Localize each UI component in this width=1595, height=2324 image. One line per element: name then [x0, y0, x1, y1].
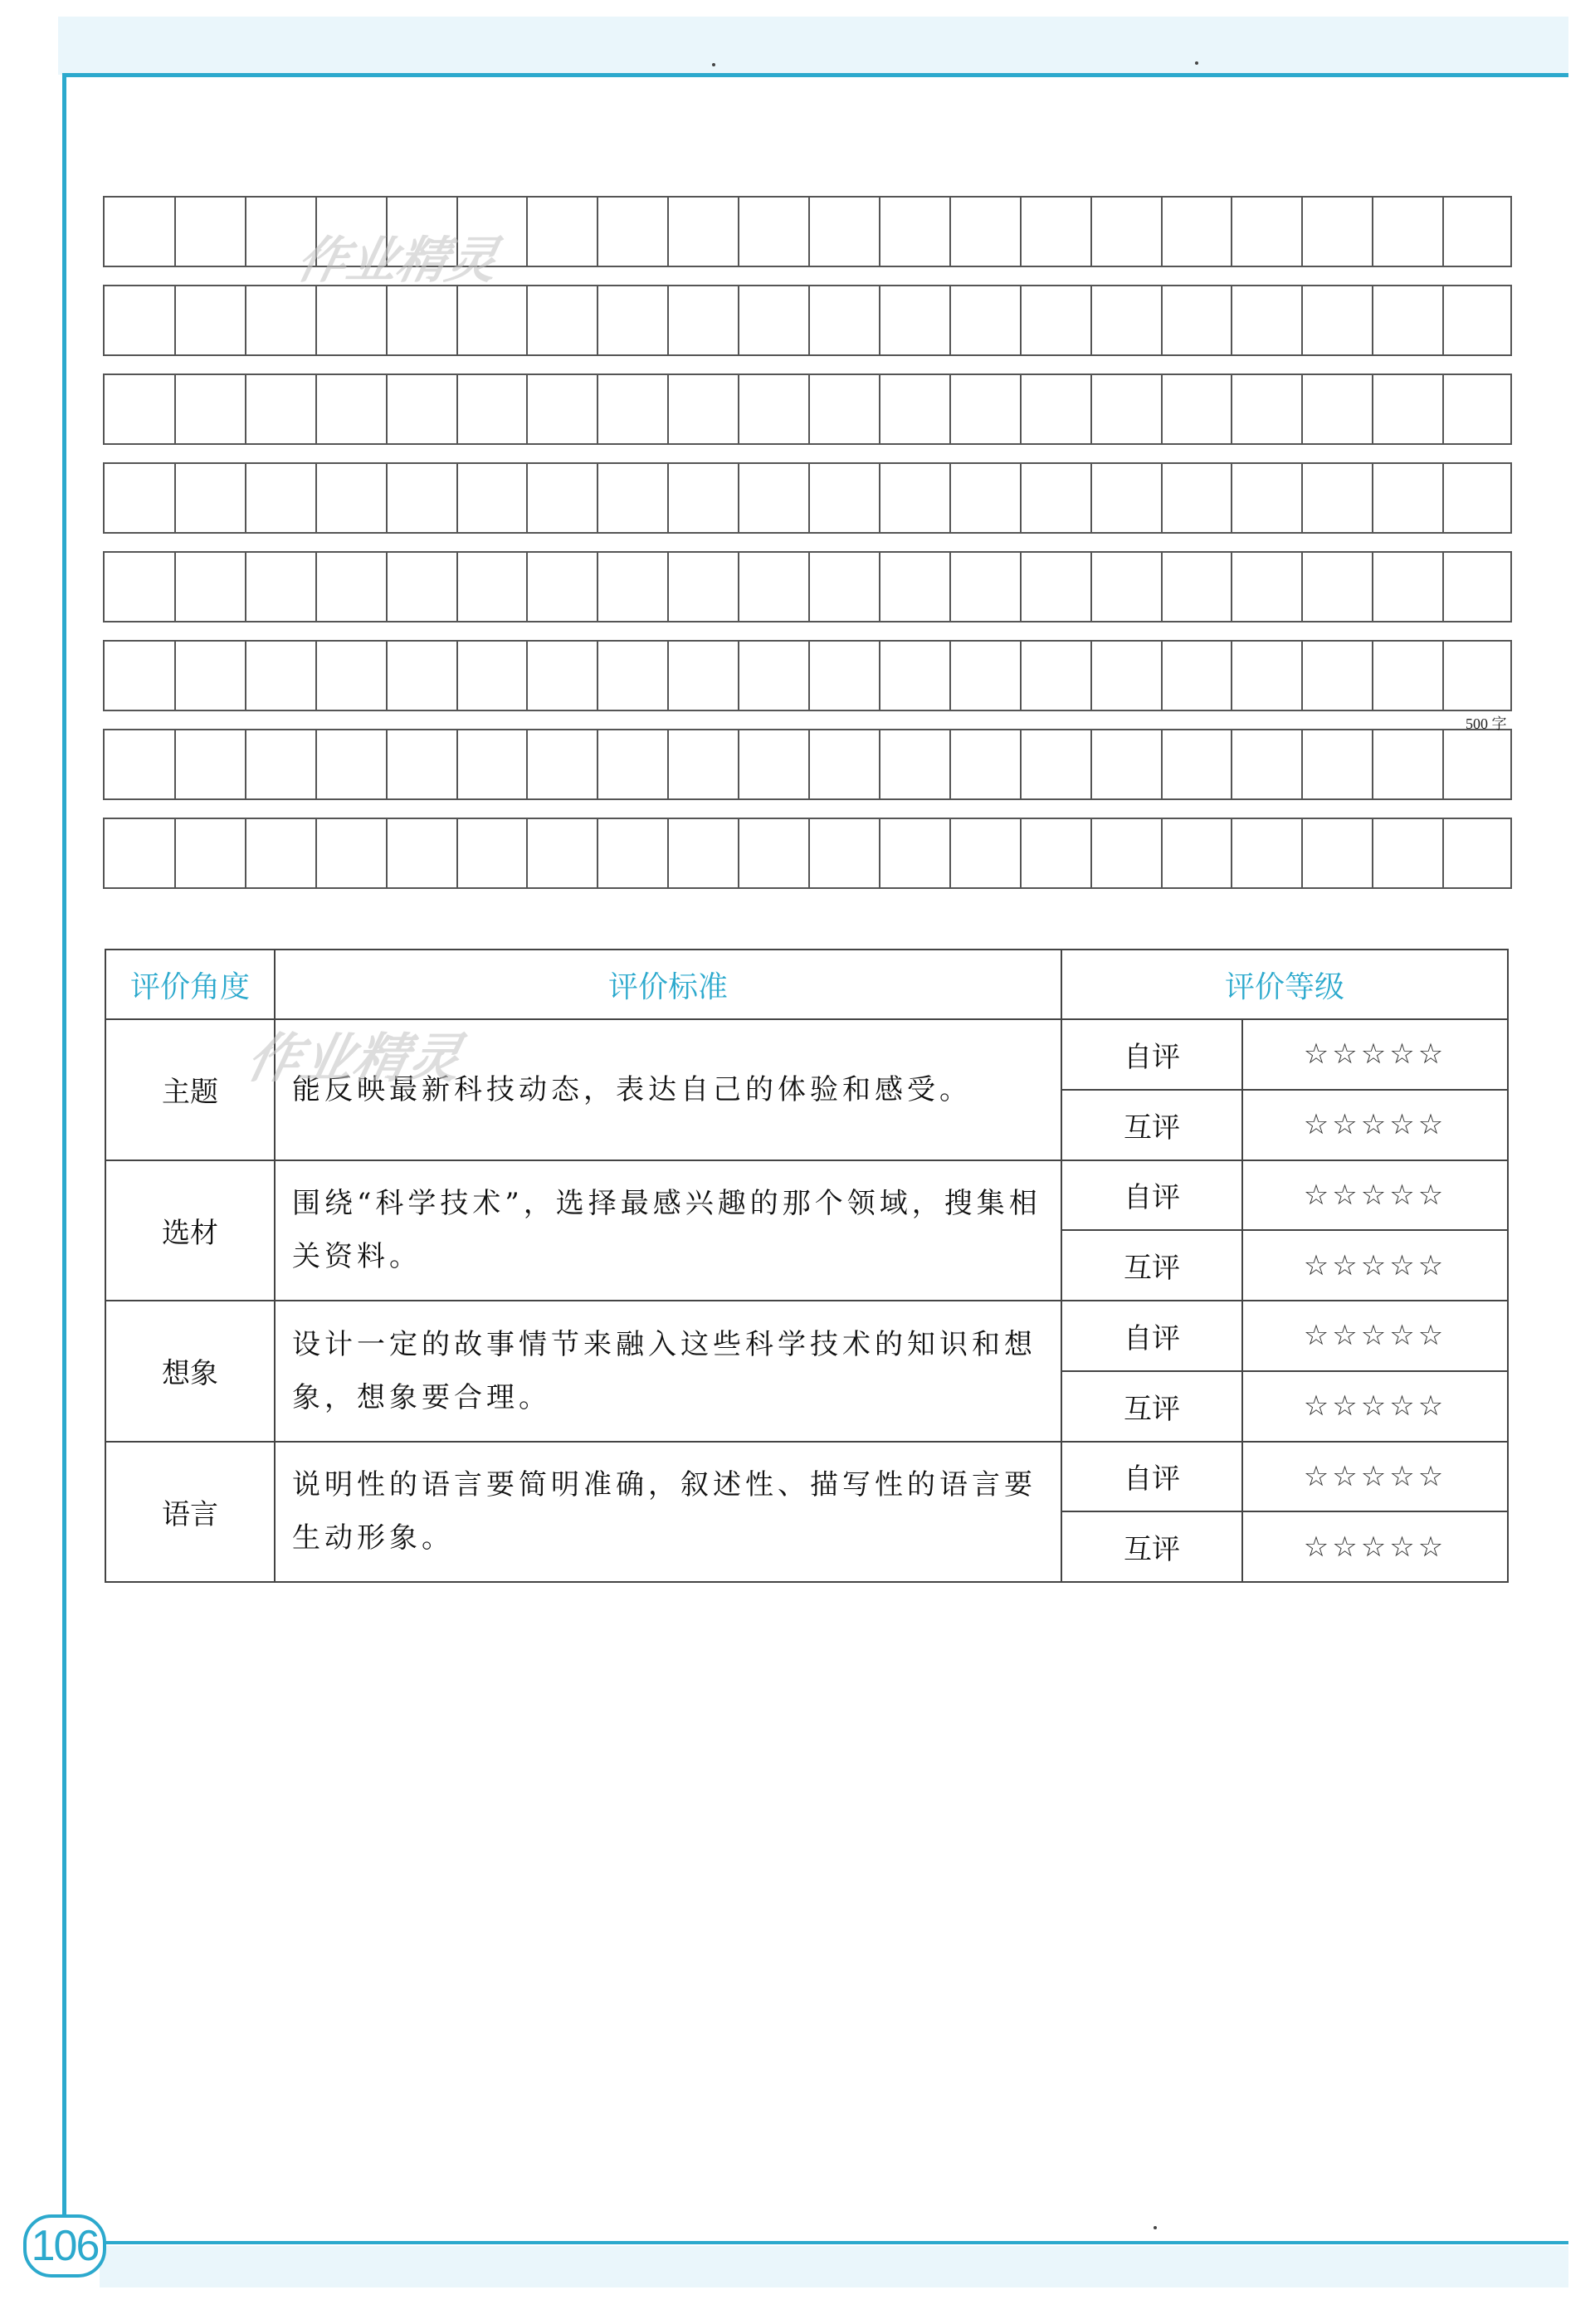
grid-cell-divider: [526, 375, 528, 443]
frame-top-line: [62, 73, 1568, 77]
grid-cell-divider: [949, 819, 951, 887]
grid-cell-divider: [667, 642, 669, 710]
table-row: [105, 1301, 1508, 1371]
grid-cell-divider: [174, 375, 176, 443]
grid-cell-divider: [456, 642, 458, 710]
aspect-cell: 主题: [105, 1019, 275, 1160]
star-rating[interactable]: ☆☆☆☆☆: [1242, 1301, 1508, 1371]
grid-cell-divider: [1161, 464, 1163, 532]
grid-cell-divider: [597, 553, 598, 621]
grid-cell-divider: [808, 464, 810, 532]
grid-cell-divider: [1372, 286, 1373, 354]
grid-cell-divider: [1301, 286, 1303, 354]
grid-cell-divider: [738, 553, 739, 621]
grid-cell-divider: [738, 198, 739, 266]
grid-cell-divider: [526, 286, 528, 354]
star-rating[interactable]: ☆☆☆☆☆: [1242, 1160, 1508, 1231]
watermark: 作业精灵: [291, 232, 504, 290]
watermark: 作业精灵: [241, 1028, 467, 1090]
grid-cell-divider: [597, 730, 598, 798]
grid-cell-divider: [386, 642, 388, 710]
grid-cell-divider: [667, 286, 669, 354]
grid-cell-divider: [667, 375, 669, 443]
rating-kind: 互评: [1061, 1511, 1242, 1582]
grid-cell-divider: [808, 198, 810, 266]
grid-cell-divider: [174, 642, 176, 710]
grid-cell-divider: [738, 730, 739, 798]
grid-cell-divider: [526, 730, 528, 798]
grid-cell-divider: [1161, 286, 1163, 354]
grid-cell-divider: [1442, 286, 1444, 354]
grid-cell-divider: [1161, 198, 1163, 266]
grid-cell-divider: [1372, 730, 1373, 798]
page-number: 106: [23, 2214, 106, 2278]
scan-dot: [1154, 2226, 1157, 2229]
grid-row[interactable]: [103, 462, 1512, 534]
star-rating[interactable]: ☆☆☆☆☆: [1242, 1090, 1508, 1160]
grid-cell-divider: [667, 198, 669, 266]
grid-cell-divider: [386, 819, 388, 887]
frame-left-line: [62, 73, 66, 2216]
grid-cell-divider: [456, 730, 458, 798]
grid-cell-divider: [1231, 730, 1232, 798]
star-rating[interactable]: ☆☆☆☆☆: [1242, 1511, 1508, 1582]
grid-cell-divider: [526, 198, 528, 266]
grid-cell-divider: [1301, 553, 1303, 621]
grid-cell-divider: [879, 464, 880, 532]
grid-cell-divider: [1020, 730, 1022, 798]
table-row: [105, 1442, 1508, 1512]
grid-cell-divider: [1442, 198, 1444, 266]
grid-cell-divider: [1090, 642, 1092, 710]
grid-cell-divider: [1231, 642, 1232, 710]
grid-cell-divider: [245, 198, 246, 266]
header-aspect: 评价角度: [105, 950, 275, 1019]
grid-cell-divider: [949, 553, 951, 621]
grid-cell-divider: [245, 730, 246, 798]
grid-cell-divider: [174, 286, 176, 354]
grid-cell-divider: [1161, 642, 1163, 710]
rating-kind: 自评: [1061, 1442, 1242, 1512]
star-rating[interactable]: ☆☆☆☆☆: [1242, 1371, 1508, 1442]
grid-cell-divider: [1020, 286, 1022, 354]
grid-cell-divider: [174, 198, 176, 266]
grid-cell-divider: [1020, 642, 1022, 710]
grid-cell-divider: [1090, 730, 1092, 798]
grid-cell-divider: [1020, 819, 1022, 887]
rating-kind: 自评: [1061, 1160, 1242, 1231]
grid-cell-divider: [245, 819, 246, 887]
grid-cell-divider: [1090, 553, 1092, 621]
star-rating[interactable]: ☆☆☆☆☆: [1242, 1019, 1508, 1090]
grid-cell-divider: [1090, 375, 1092, 443]
grid-cell-divider: [1020, 375, 1022, 443]
grid-cell-divider: [667, 819, 669, 887]
grid-cell-divider: [1090, 464, 1092, 532]
grid-cell-divider: [526, 464, 528, 532]
grid-cell-divider: [597, 819, 598, 887]
grid-cell-divider: [1442, 375, 1444, 443]
grid-cell-divider: [245, 464, 246, 532]
grid-cell-divider: [245, 642, 246, 710]
grid-cell-divider: [879, 819, 880, 887]
grid-cell-divider: [808, 553, 810, 621]
grid-cell-divider: [879, 553, 880, 621]
grid-cell-divider: [174, 464, 176, 532]
grid-cell-divider: [1442, 553, 1444, 621]
grid-row[interactable]: [103, 640, 1512, 711]
grid-cell-divider: [949, 642, 951, 710]
grid-cell-divider: [1090, 819, 1092, 887]
header-rating: 评价等级: [1061, 950, 1508, 1019]
grid-cell-divider: [1442, 464, 1444, 532]
grid-cell-divider: [949, 286, 951, 354]
rating-kind: 互评: [1061, 1230, 1242, 1301]
grid-cell-divider: [456, 375, 458, 443]
grid-cell-divider: [738, 375, 739, 443]
grid-cell-divider: [597, 642, 598, 710]
grid-cell-divider: [879, 375, 880, 443]
grid-cell-divider: [1372, 642, 1373, 710]
top-band: [58, 17, 1568, 75]
star-rating[interactable]: ☆☆☆☆☆: [1242, 1230, 1508, 1301]
grid-cell-divider: [1090, 286, 1092, 354]
grid-cell-divider: [1161, 730, 1163, 798]
scan-dot: [1195, 61, 1198, 65]
grid-cell-divider: [1372, 464, 1373, 532]
grid-cell-divider: [949, 198, 951, 266]
grid-row[interactable]: [103, 285, 1512, 356]
scan-dot: [712, 63, 715, 66]
standard-cell: 设计一定的故事情节来融入这些科学技术的知识和想象，想象要合理。: [275, 1301, 1061, 1442]
grid-cell-divider: [1231, 553, 1232, 621]
grid-cell-divider: [315, 642, 317, 710]
grid-cell-divider: [879, 730, 880, 798]
grid-cell-divider: [245, 375, 246, 443]
grid-cell-divider: [1301, 375, 1303, 443]
grid-cell-divider: [738, 286, 739, 354]
grid-cell-divider: [245, 553, 246, 621]
grid-cell-divider: [1372, 198, 1373, 266]
rating-kind: 互评: [1061, 1090, 1242, 1160]
grid-cell-divider: [1301, 642, 1303, 710]
grid-cell-divider: [456, 464, 458, 532]
grid-cell-divider: [667, 553, 669, 621]
grid-cell-divider: [386, 553, 388, 621]
grid-cell-divider: [879, 198, 880, 266]
grid-cell-divider: [808, 375, 810, 443]
grid-cell-divider: [174, 819, 176, 887]
grid-cell-divider: [808, 286, 810, 354]
grid-cell-divider: [597, 375, 598, 443]
grid-cell-divider: [738, 819, 739, 887]
grid-cell-divider: [738, 464, 739, 532]
grid-cell-divider: [1231, 819, 1232, 887]
grid-cell-divider: [245, 286, 246, 354]
grid-cell-divider: [1161, 819, 1163, 887]
table-header-row: [105, 950, 1508, 1019]
standard-cell: 说明性的语言要简明准确，叙述性、描写性的语言要生动形象。: [275, 1442, 1061, 1583]
grid-cell-divider: [526, 642, 528, 710]
grid-cell-divider: [949, 464, 951, 532]
grid-cell-divider: [1301, 198, 1303, 266]
grid-cell-divider: [597, 464, 598, 532]
grid-cell-divider: [1442, 642, 1444, 710]
aspect-cell: 语言: [105, 1442, 275, 1583]
header-standard: 评价标准: [275, 950, 1061, 1019]
grid-cell-divider: [1372, 375, 1373, 443]
grid-cell-divider: [174, 730, 176, 798]
rating-kind: 自评: [1061, 1019, 1242, 1090]
standard-cell: 能反映最新科技动态，表达自己的体验和感受。: [275, 1019, 1061, 1160]
grid-cell-divider: [1231, 286, 1232, 354]
grid-cell-divider: [315, 464, 317, 532]
grid-cell-divider: [1020, 553, 1022, 621]
grid-cell-divider: [1301, 819, 1303, 887]
grid-cell-divider: [808, 642, 810, 710]
standard-cell: 围绕“科学技术”，选择最感兴趣的那个领域，搜集相关资料。: [275, 1160, 1061, 1301]
star-rating[interactable]: ☆☆☆☆☆: [1242, 1442, 1508, 1512]
grid-cell-divider: [879, 286, 880, 354]
grid-cell-divider: [808, 730, 810, 798]
grid-cell-divider: [456, 286, 458, 354]
grid-cell-divider: [667, 464, 669, 532]
grid-cell-divider: [949, 375, 951, 443]
grid-row[interactable]: [103, 551, 1512, 622]
bottom-band: [100, 2246, 1568, 2287]
grid-cell-divider: [1372, 819, 1373, 887]
grid-cell-divider: [315, 553, 317, 621]
grid-cell-divider: [879, 642, 880, 710]
grid-cell-divider: [386, 730, 388, 798]
grid-row[interactable]: [103, 729, 1512, 800]
grid-cell-divider: [386, 464, 388, 532]
rating-kind: 互评: [1061, 1371, 1242, 1442]
grid-cell-divider: [597, 286, 598, 354]
table-row: [105, 1160, 1508, 1231]
grid-cell-divider: [1231, 464, 1232, 532]
grid-cell-divider: [315, 375, 317, 443]
aspect-cell: 选材: [105, 1160, 275, 1301]
grid-cell-divider: [1020, 464, 1022, 532]
grid-cell-divider: [808, 819, 810, 887]
grid-cell-divider: [526, 819, 528, 887]
grid-cell-divider: [597, 198, 598, 266]
grid-row[interactable]: [103, 818, 1512, 889]
grid-cell-divider: [456, 819, 458, 887]
grid-cell-divider: [1372, 553, 1373, 621]
grid-cell-divider: [1020, 198, 1022, 266]
grid-cell-divider: [738, 642, 739, 710]
grid-cell-divider: [386, 375, 388, 443]
grid-cell-divider: [1301, 464, 1303, 532]
grid-cell-divider: [526, 553, 528, 621]
word-count-marker: 500 字: [1466, 715, 1507, 732]
grid-cell-divider: [315, 730, 317, 798]
grid-cell-divider: [1442, 819, 1444, 887]
frame-bottom-line: [98, 2241, 1568, 2244]
grid-cell-divider: [1442, 730, 1444, 798]
grid-cell-divider: [1090, 198, 1092, 266]
grid-cell-divider: [667, 730, 669, 798]
grid-cell-divider: [1301, 730, 1303, 798]
grid-cell-divider: [315, 819, 317, 887]
grid-cell-divider: [1231, 375, 1232, 443]
grid-cell-divider: [386, 286, 388, 354]
grid-cell-divider: [1161, 375, 1163, 443]
grid-cell-divider: [456, 553, 458, 621]
rating-kind: 自评: [1061, 1301, 1242, 1371]
grid-cell-divider: [1161, 553, 1163, 621]
grid-row[interactable]: [103, 374, 1512, 445]
grid-cell-divider: [315, 286, 317, 354]
grid-cell-divider: [174, 553, 176, 621]
aspect-cell: 想象: [105, 1301, 275, 1442]
grid-cell-divider: [1231, 198, 1232, 266]
grid-cell-divider: [949, 730, 951, 798]
